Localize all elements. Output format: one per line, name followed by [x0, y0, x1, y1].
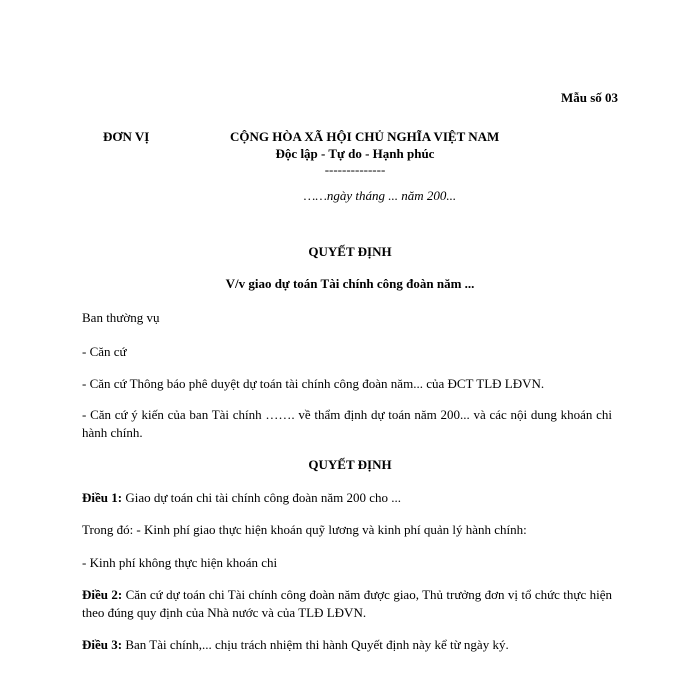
decision-title: QUYẾT ĐỊNH	[308, 244, 392, 259]
motto: Độc lập - Tự do - Hạnh phúc	[275, 146, 435, 161]
article-3-label: Điều 3:	[82, 637, 123, 652]
article-1-label: Điều 1:	[82, 490, 123, 505]
article-2-label: Điều 2:	[82, 587, 123, 602]
decision-subject: V/v giao dự toán Tài chính công đoàn năm ...	[225, 276, 475, 291]
line-in-which: Trong đó: - Kinh phí giao thực hiện khoán quỹ lương và kinh phí quản lý hành chính:	[82, 522, 527, 537]
article-1-text: Giao dự toán chi tài chính công đoàn năm 200 cho ...	[122, 490, 401, 505]
decision-heading: QUYẾT ĐỊNH	[308, 457, 392, 472]
country-title: CỘNG HÒA XÃ HỘI CHỦ NGHĨA VIỆT NAM	[230, 129, 500, 144]
article-2	[82, 586, 612, 622]
form-number: Mẫu số 03	[560, 90, 618, 105]
issuer: Ban thường vụ	[82, 310, 160, 325]
basis-2: - Căn cứ Thông báo phê duyệt dự toán tài chính công đoàn năm... của ĐCT TLĐ LĐVN.	[82, 376, 545, 391]
date-line: ……ngày tháng ... năm 200...	[303, 188, 457, 203]
basis-3: - Căn cứ ý kiến của ban Tài chính ……. về thẩm định dự toán năm 200... và các nội dung khoán chi hành chính.	[82, 407, 612, 440]
article-3-text: Ban Tài chính,... chịu trách nhiệm thi hành Quyết định này kể từ ngày ký.	[122, 637, 509, 652]
article-1	[82, 489, 612, 507]
unit-label: ĐƠN VỊ	[103, 129, 150, 144]
line-not-contracted: - Kinh phí không thực hiện khoán chi	[82, 555, 278, 570]
divider: --------------	[324, 162, 386, 177]
article-2-text: Căn cứ dự toán chi Tài chính công đoàn năm được giao, Thủ trưởng đơn vị tổ chức thực hiện theo đúng quy định của Nhà nước và của TLĐ LĐVN.	[82, 587, 612, 620]
basis-1: - Căn cứ	[82, 344, 127, 359]
article-3	[82, 636, 612, 654]
